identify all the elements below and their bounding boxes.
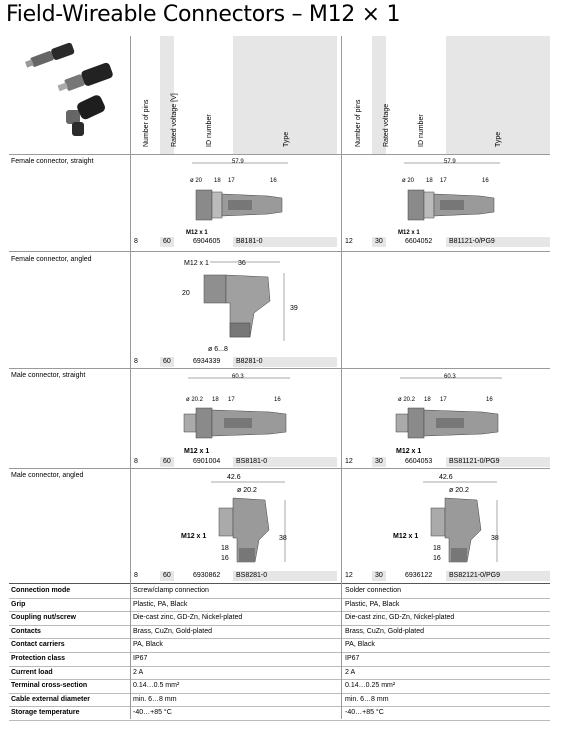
svg-text:18: 18 bbox=[212, 397, 219, 403]
cell-pins: 12 bbox=[345, 572, 353, 579]
cell-pins: 8 bbox=[134, 358, 138, 365]
cell-type: B81121-0/PG9 bbox=[449, 238, 495, 245]
svg-text:M12 x 1: M12 x 1 bbox=[186, 230, 208, 236]
divider bbox=[130, 36, 131, 583]
spec-value-left: -40…+85 °C bbox=[133, 709, 172, 717]
svg-text:60.3: 60.3 bbox=[444, 374, 456, 380]
svg-text:20: 20 bbox=[182, 290, 190, 297]
svg-text:18: 18 bbox=[433, 545, 441, 552]
divider bbox=[341, 583, 342, 719]
cell-voltage: 60 bbox=[163, 358, 171, 365]
svg-text:ø 20.2: ø 20.2 bbox=[186, 397, 204, 403]
drawing-male-straight-right bbox=[382, 370, 512, 456]
cell-type: BS8181-0 bbox=[236, 458, 268, 465]
cell-type: B8281-0 bbox=[236, 358, 263, 365]
svg-text:38: 38 bbox=[491, 535, 499, 542]
svg-text:36: 36 bbox=[238, 260, 246, 267]
svg-text:17: 17 bbox=[228, 178, 235, 184]
svg-text:18: 18 bbox=[426, 178, 433, 184]
drawing-male-angled-right bbox=[387, 470, 517, 570]
spec-label: Terminal cross-section bbox=[11, 682, 88, 690]
cell-id: 6604053 bbox=[405, 458, 433, 465]
spec-value-right: Plastic, PA, Black bbox=[345, 600, 400, 608]
section-label-male-straight: Male connector, straight bbox=[11, 372, 86, 379]
spec-row-divider bbox=[9, 720, 550, 721]
cell-type: BS82121-0/PG9 bbox=[449, 572, 500, 579]
svg-text:M12 x 1: M12 x 1 bbox=[398, 230, 420, 236]
drawing-male-angled-left bbox=[175, 470, 305, 570]
spec-label: Storage temperature bbox=[11, 709, 80, 717]
divider bbox=[9, 583, 550, 584]
drawing-female-straight-left bbox=[170, 156, 300, 236]
spec-value-right: Brass, CuZn, Gold-plated bbox=[345, 627, 424, 635]
spec-value-right: 2 A bbox=[345, 668, 356, 676]
spec-value-left: IP67 bbox=[133, 655, 148, 662]
spec-value-right: Die-cast zinc, GD-Zn, Nickel-plated bbox=[345, 614, 455, 622]
spec-value-left: Brass, CuZn, Gold-plated bbox=[133, 627, 212, 635]
spec-row-divider bbox=[9, 652, 550, 653]
spec-value-right: 0.14…0.25 mm² bbox=[345, 682, 396, 690]
drawing-female-angled bbox=[170, 253, 300, 359]
svg-text:57.9: 57.9 bbox=[232, 159, 244, 165]
divider bbox=[341, 36, 342, 583]
cell-id: 6901004 bbox=[193, 458, 221, 465]
connectors-photo bbox=[20, 40, 130, 140]
cell-pins: 8 bbox=[134, 458, 138, 465]
svg-text:17: 17 bbox=[228, 397, 235, 403]
svg-text:42.6: 42.6 bbox=[439, 474, 453, 481]
cell-pins: 8 bbox=[134, 238, 138, 245]
header-voltage-right: Rated voltage bbox=[383, 103, 390, 147]
cell-id: 6904605 bbox=[193, 238, 221, 245]
svg-text:ø 20.2: ø 20.2 bbox=[237, 487, 257, 494]
svg-text:ø 20: ø 20 bbox=[402, 178, 415, 184]
spec-value-right: min. 6…8 mm bbox=[345, 695, 389, 703]
svg-text:ø 6...8: ø 6...8 bbox=[208, 346, 228, 353]
cell-voltage: 30 bbox=[375, 572, 383, 579]
spec-row-divider bbox=[9, 679, 550, 680]
cell-pins: 8 bbox=[134, 572, 138, 579]
spec-value-left: Plastic, PA, Black bbox=[133, 600, 188, 608]
page-title: Field-Wireable Connectors – M12 × 1 bbox=[6, 2, 401, 27]
cell-voltage: 60 bbox=[163, 238, 171, 245]
svg-text:60.3: 60.3 bbox=[232, 374, 244, 380]
section-label-female-straight: Female connector, straight bbox=[11, 158, 94, 165]
cell-id: 6936122 bbox=[405, 572, 433, 579]
spec-label: Current load bbox=[11, 668, 53, 676]
spec-row-divider bbox=[9, 625, 550, 626]
header-pins-left: Number of pins bbox=[143, 99, 150, 147]
header-voltage-left: Rated voltage [V] bbox=[171, 93, 178, 147]
cell-id: 6934339 bbox=[193, 358, 221, 365]
header-id-right: ID number bbox=[418, 114, 425, 147]
drawing-male-straight-left bbox=[170, 370, 300, 456]
svg-text:18: 18 bbox=[214, 178, 221, 184]
svg-text:18: 18 bbox=[424, 397, 431, 403]
spec-label: Contact carriers bbox=[11, 641, 65, 649]
spec-label: Coupling nut/screw bbox=[11, 614, 76, 622]
spec-value-left: Die-cast zinc, GD-Zn, Nickel-plated bbox=[133, 614, 243, 622]
divider bbox=[9, 468, 550, 469]
spec-row-divider bbox=[9, 611, 550, 612]
cell-id: 6604052 bbox=[405, 238, 433, 245]
svg-text:16: 16 bbox=[433, 555, 441, 562]
divider bbox=[9, 154, 550, 155]
spec-label: Contacts bbox=[11, 627, 41, 635]
header-pins-right: Number of pins bbox=[355, 99, 362, 147]
spec-row-divider bbox=[9, 638, 550, 639]
cell-voltage: 60 bbox=[163, 458, 171, 465]
svg-text:16: 16 bbox=[221, 555, 229, 562]
svg-text:17: 17 bbox=[440, 397, 447, 403]
spec-label: Connection mode bbox=[11, 587, 71, 594]
cell-type: BS8281-0 bbox=[236, 572, 268, 579]
spec-row-divider bbox=[9, 666, 550, 667]
svg-text:16: 16 bbox=[270, 178, 277, 184]
svg-text:39: 39 bbox=[290, 305, 298, 312]
svg-text:M12 x 1: M12 x 1 bbox=[184, 260, 209, 267]
cell-type: BS81121-0/PG9 bbox=[449, 458, 500, 465]
spec-value-right: IP67 bbox=[345, 655, 360, 662]
spec-label: Cable external diameter bbox=[11, 695, 90, 703]
cell-voltage: 30 bbox=[375, 458, 383, 465]
spec-value-right: -40…+85 °C bbox=[345, 709, 384, 717]
cell-voltage: 60 bbox=[163, 572, 171, 579]
svg-text:57.9: 57.9 bbox=[444, 159, 456, 165]
svg-text:M12 x 1: M12 x 1 bbox=[396, 448, 422, 455]
svg-text:16: 16 bbox=[482, 178, 489, 184]
header-type-left: Type bbox=[283, 131, 290, 147]
svg-text:ø 20.2: ø 20.2 bbox=[449, 487, 469, 494]
svg-text:ø 20.2: ø 20.2 bbox=[398, 397, 416, 403]
svg-text:18: 18 bbox=[221, 545, 229, 552]
svg-text:42.6: 42.6 bbox=[227, 474, 241, 481]
divider bbox=[130, 583, 131, 719]
spec-label: Protection class bbox=[11, 655, 66, 662]
svg-text:M12 x 1: M12 x 1 bbox=[184, 448, 210, 455]
header-type-right: Type bbox=[495, 131, 502, 147]
spec-row-divider bbox=[9, 693, 550, 694]
section-label-male-angled: Male connector, angled bbox=[11, 472, 84, 479]
svg-text:16: 16 bbox=[274, 397, 281, 403]
header-id-left: ID number bbox=[206, 114, 213, 147]
drawing-female-straight-right bbox=[382, 156, 512, 236]
divider bbox=[9, 368, 550, 369]
cell-pins: 12 bbox=[345, 238, 353, 245]
spec-value-right: Solder connection bbox=[345, 587, 402, 594]
spec-row-divider bbox=[9, 706, 550, 707]
spec-row-divider bbox=[9, 598, 550, 599]
section-label-female-angled: Female connector, angled bbox=[11, 256, 92, 263]
svg-text:38: 38 bbox=[279, 535, 287, 542]
divider bbox=[9, 251, 550, 252]
spec-value-left: 0.14…0.5 mm² bbox=[133, 682, 180, 690]
svg-text:16: 16 bbox=[486, 397, 493, 403]
spec-value-left: PA, Black bbox=[133, 641, 163, 649]
cell-type: B8181-0 bbox=[236, 238, 263, 245]
cell-voltage: 30 bbox=[375, 238, 383, 245]
spec-value-left: 2 A bbox=[133, 668, 144, 676]
spec-value-right: PA, Black bbox=[345, 641, 375, 649]
spec-value-left: Screw/clamp connection bbox=[133, 587, 209, 594]
spec-label: Grip bbox=[11, 600, 26, 608]
svg-text:M12 x 1: M12 x 1 bbox=[181, 533, 207, 540]
spec-value-left: min. 6…8 mm bbox=[133, 695, 177, 703]
svg-text:ø 20: ø 20 bbox=[190, 178, 203, 184]
svg-text:M12 x 1: M12 x 1 bbox=[393, 533, 419, 540]
cell-id: 6930862 bbox=[193, 572, 221, 579]
svg-text:17: 17 bbox=[440, 178, 447, 184]
cell-pins: 12 bbox=[345, 458, 353, 465]
